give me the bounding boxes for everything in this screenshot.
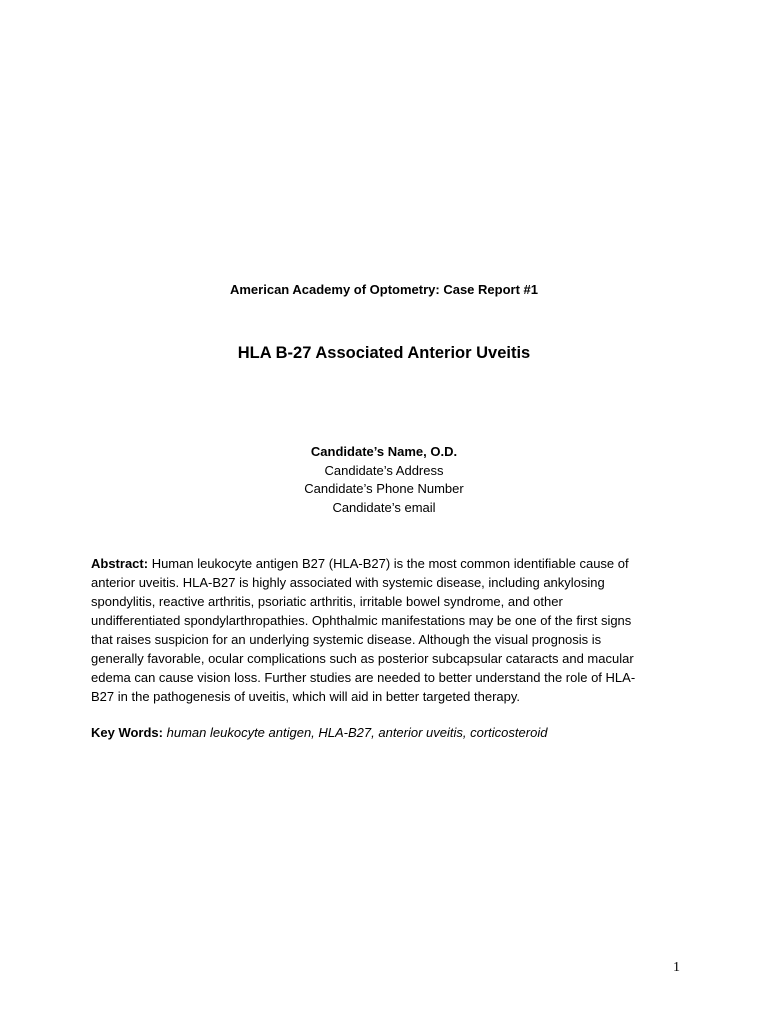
abstract-line-6: generally favorable, ocular complications such as posterior subcapsular cataracts and macular [91,651,634,666]
keywords-terms: human leukocyte antigen, HLA-B27, anterior uveitis, corticosteroid [166,725,548,740]
author-name: Candidate’s Name, O.D. [310,444,458,459]
author-block [0,443,768,518]
abstract-line-2: anterior uveitis. HLA-B27 is highly associated with systemic disease, including ankylosing [91,575,605,590]
abstract-line-7: edema can cause vision loss. Further studies are needed to better understand the role of HLA- [91,670,636,685]
abstract-line-8: B27 in the pathogenesis of uveitis, which will aid in better targeted therapy. [91,689,521,704]
abstract-section [91,554,679,706]
keywords-section [91,723,679,742]
abstract-line-text: Human leukocyte antigen B27 (HLA-B27) is the most common identifiable cause of [148,556,629,571]
abstract-line-1 [91,554,679,573]
page-number: 1 [673,960,680,975]
abstract-line-4: undifferentiated spondylarthropathies. Ophthalmic manifestations may be one of the first signs [91,613,632,628]
abstract-line-3: spondylitis, reactive arthritis, psoriatic arthritis, irritable bowel syndrome, and other [91,594,563,609]
abstract-label: Abstract: [91,556,149,571]
author-address: Candidate’s Address [324,462,444,478]
abstract-line-5: that raises suspicion for an underlying systemic disease. Although the visual prognosis is [91,632,602,647]
document-title: HLA B-27 Associated Anterior Uveitis [237,344,531,362]
keywords-label: Key Words: [91,725,163,740]
author-email: Candidate’s email [332,500,436,516]
report-series-heading: American Academy of Optometry: Case Report #1 [229,282,538,297]
author-phone: Candidate’s Phone Number [304,481,464,497]
